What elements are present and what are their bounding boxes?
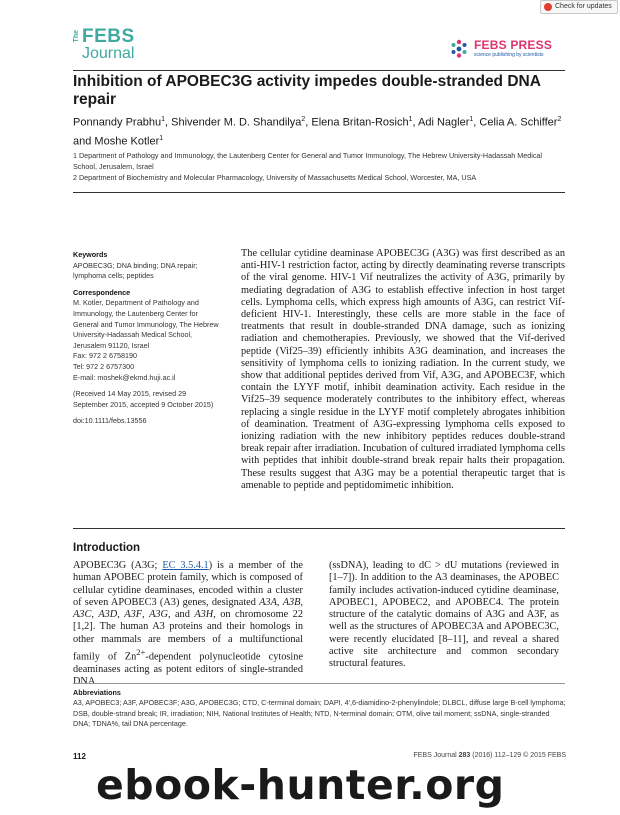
publisher-tagline: science publishing by scientists [474,52,544,58]
ec-number-link[interactable]: EC 3.5.4.1 [162,560,209,571]
keywords-text: APOBEC3G; DNA binding; DNA repair; lymphoma cells; peptides [73,260,198,281]
journal-logo [73,28,193,68]
author-affiliation-mark: 1 [159,134,164,142]
abbreviations-rule [73,683,565,684]
introduction-column-2: (ssDNA), leading to dC > dU mutations (reviewed in [1–7]). In addition to the A3 deaminases, the APOBEC family includes activation-induced cytidine deaminase, APOBEC1, APOBEC2, and APOBEC4. The protein structure of the catalytic domains of A3G and A3F, as well as the structures of APOBEC3A and APOBEC3C, were recently elucidated [8–11], and reveal a shared active site architecture and common secondary structural features. [329,560,559,670]
author-affiliation-mark: 2 [557,116,562,123]
publisher-logo [448,38,560,64]
author-name: Ponnandy Prabhu [73,116,162,129]
affiliation-rule [73,192,565,193]
author-name: Elena Britan-Rosich [311,116,409,129]
correspondence-heading: Correspondence [73,287,131,297]
febs-press-dots-icon [448,38,470,60]
article-info-sidebar [73,250,223,427]
author-name: Moshe Kotler [94,135,160,148]
crossmark-icon [544,3,552,11]
keywords-heading: Keywords [73,250,108,259]
check-for-updates-label: Check for updates [555,3,612,10]
journal-citation: FEBS Journal 283 (2016) 112–129 © 2015 FEBS [413,752,566,759]
fax-text: Fax: 972 2 6758190 [73,351,137,361]
introduction-heading: Introduction [73,542,141,554]
author-affiliation-mark: 1 [469,116,474,123]
doi-link[interactable]: doi:10.1111/febs.13556 [73,416,147,426]
check-for-updates-button[interactable] [540,0,618,14]
tel-text: Tel: 972 2 6757300 [73,361,135,371]
author-name: Shivender M. D. Shandilya [171,116,302,129]
page-number: 112 [73,752,86,761]
author-name: Adi Nagler [418,116,470,129]
abstract-rule [73,528,565,529]
header-rule [73,70,565,71]
affiliation-1: 1 Department of Pathology and Immunology, the Lautenberg Center for General and Tumor Immunology, The Hebrew University-Hadassah Medical School, Jerusalem, Israel [73,151,543,171]
abstract: The cellular cytidine deaminase APOBEC3G (A3G) was first described as an anti-HIV-1 restriction factor, acting by directly deaminating reverse transcripts of the viral genome. HIV-1 Vif neutralizes the activity of A3G, primarily by mediating degradation of A3G to establish effective infection in host target cells. Lymphoma cells, which express high amounts of A3G, can restrict Vif-deficient HIV-1. Interestingly, these cells are more stable in the face of treatments that result in double-stranded DNA damage, such as ionizing radiation and chemotherapies. Previously, we showed that the Vif-derived peptide (Vif25–39) efficiently inhibits A3G deamination, and increases the sensitivity of lymphoma cells to ionizing radiation. In the current study, we show that additional peptides derived from Vif, A3G, and APOBEC3F, which contain the LYYF motif, inhibit deamination activity. Each residue in the Vif25–39 sequence moderately contributes to the inhibitory effect, whereas replacing a single residue in the LYYF motif completely abrogates inhibition of deamination. Treatment of A3G-expressing lymphoma cells exposed to ionizing radiation with the new inhibitory peptides reduces double-strand break repair after irradiation. Incubation of cultured irradiated lymphoma cells with peptides that inhibit double-strand break repair halts their propagation. These results suggest that A3G may be a potential therapeutic target that is amenable to peptide and peptidomimetic inhibition. [241,248,565,491]
author-list: Ponnandy Prabhu$^1$, Shivender M. D. Shandilya$^2$, Elena Britan-Rosich$^1$, Adi Nagler$^1$, Celia A. Schiffer$^2$ and Moshe Kotler$^1$ [73,116,562,148]
journal-logo-febs: FEBS [82,26,135,47]
journal-logo-the: The [73,30,80,43]
publisher-name: FEBS PRESS [474,38,553,52]
watermark-text: ebook-hunter.org [96,761,505,809]
email-link[interactable]: E-mail: moshek@ekmd.huji.ac.il [73,372,176,382]
affiliation-2: 2 Department of Biochemistry and Molecular Pharmacology, University of Massachusetts Medical School, Worcester, MA, USA [73,173,477,182]
correspondence-text: M. Kotler, Department of Pathology and Immunology, the Lautenberg Center for General and Tumor Immunology, The Hebrew University-Hadassah Medical School, Jerusalem 91120, Israel [73,298,219,350]
journal-logo-name: Journal [82,45,135,62]
author-affiliation-mark: 1 [408,116,413,123]
article-title: Inhibition of APOBEC3G activity impedes double-stranded DNA repair [73,73,541,108]
received-dates: (Received 14 May 2015, revised 29 September 2015, accepted 9 October 2015) [73,389,214,409]
abbreviations-text: A3, APOBEC3; A3F, APOBEC3F; A3G, APOBEC3G; CTD, C-terminal domain; DAPI, 4′,6-diamidino-2-phenylindole; DLBCL, diffuse large B-cell lymphoma; DSB, double-strand break; IR, irradiation; NIH, National Institutes of Health; NTD, N-terminal domain; OTM, olive tail moment; ssDNA, single-stranded DNA; TDNA%, tail DNA percentage. [73,698,566,728]
author-affiliation-mark: 1 [161,116,165,123]
author-name: Celia A. Schiffer [479,116,558,129]
introduction-column-1: APOBEC3G (A3G; EC 3.5.4.1) is a member of the human APOBEC protein family, which is composed of cellular cytidine deaminases, encoded within a cluster of seven APOBEC3 (A3) genes, designated A3A, A3B, A3C, A3D, A3F, A3G, and A3H, on chromosome 22 [1,2]. The human A3 proteins and their homologs in other mammals are members of a multifunctional family of $Zn^{2+}$-dependent polynucleotide cytosine deaminases acting as potent editors of single-stranded DNA [73,560,303,688]
abbreviations-heading: Abbreviations [73,688,121,697]
author-affiliation-mark: 2 [301,116,306,123]
